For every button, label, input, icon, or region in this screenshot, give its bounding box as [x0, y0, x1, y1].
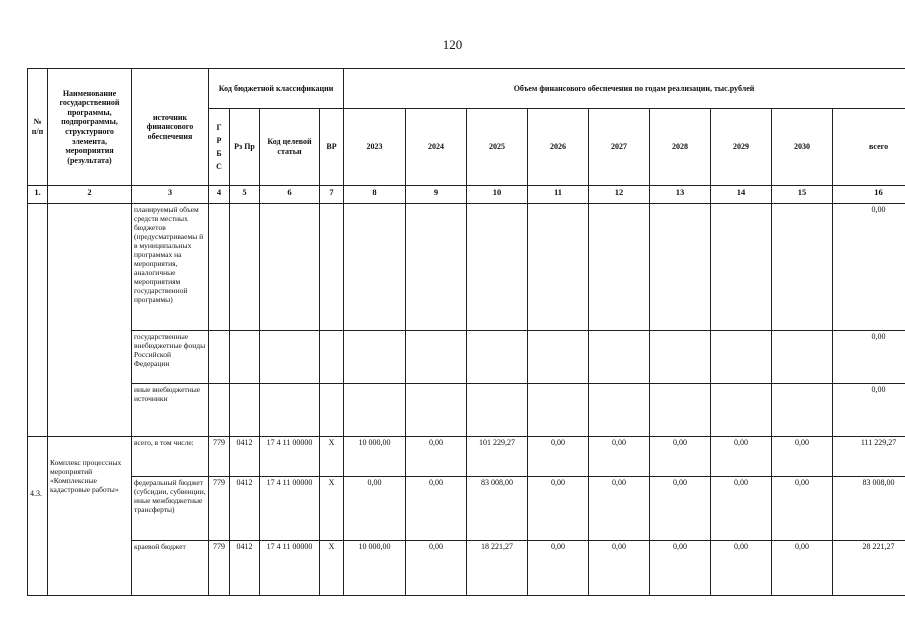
rzpr-cell: 0412	[230, 541, 260, 596]
grbs-cell: 779	[209, 437, 230, 477]
vr-cell: Х	[320, 477, 344, 541]
value-2028: 0,00	[650, 541, 711, 596]
num-cell-empty	[28, 204, 48, 437]
header-grbs: Г Р Б С	[209, 109, 230, 186]
header-year-2030: 2030	[772, 109, 833, 186]
column-number: 12	[589, 186, 650, 204]
total-cell: 28 221,27	[833, 541, 905, 596]
value-2023: 10 000,00	[344, 437, 406, 477]
column-number: 11	[528, 186, 589, 204]
column-number: 9	[406, 186, 467, 204]
grbs-cell: 779	[209, 541, 230, 596]
value-2025: 101 229,27	[467, 437, 528, 477]
column-number: 6	[260, 186, 320, 204]
value-2029: 0,00	[711, 437, 772, 477]
csr-cell: 17 4 11 00000	[260, 477, 320, 541]
column-number: 14	[711, 186, 772, 204]
total-cell: 0,00	[833, 204, 905, 331]
value-2023: 10 000,00	[344, 541, 406, 596]
total-cell: 83 008,00	[833, 477, 905, 541]
column-number: 5	[230, 186, 260, 204]
value-2023: 0,00	[344, 477, 406, 541]
source-cell: всего, в том числе:	[132, 437, 209, 477]
header-num: № п/п	[28, 69, 48, 186]
source-cell: иные внебюджетные источники	[132, 384, 209, 437]
column-number: 8	[344, 186, 406, 204]
table-row	[28, 477, 905, 541]
value-2024: 0,00	[406, 437, 467, 477]
table-row	[28, 437, 905, 477]
source-cell: федеральный бюджет (субсидии, субвенции, иные межбюджетные трансферты)	[132, 477, 209, 541]
header-year-2027: 2027	[589, 109, 650, 186]
source-cell: краевой бюджет	[132, 541, 209, 596]
value-2027: 0,00	[589, 541, 650, 596]
item-number: 4.3.	[28, 437, 48, 596]
value-2030: 0,00	[772, 541, 833, 596]
value-2025: 83 008,00	[467, 477, 528, 541]
header-year-2028: 2028	[650, 109, 711, 186]
header-year-2026: 2026	[528, 109, 589, 186]
item-name: Комплекс процессных мероприятий «Комплексные кадастровые работы»	[48, 437, 132, 596]
total-cell: 111 229,27	[833, 437, 905, 477]
vr-cell: Х	[320, 437, 344, 477]
column-number: 7	[320, 186, 344, 204]
header-vr: ВР	[320, 109, 344, 186]
value-2026: 0,00	[528, 437, 589, 477]
column-number: 2	[48, 186, 132, 204]
column-number: 16	[833, 186, 905, 204]
header-year-2025: 2025	[467, 109, 528, 186]
header-funding-group: Объем финансового обеспечения по годам реализации, тыс.рублей	[344, 69, 905, 109]
grbs-cell: 779	[209, 477, 230, 541]
header-name: Наименование государственной программы, подпрограммы, структурного элемента, мероприятия (результата)	[48, 69, 132, 186]
column-number: 4	[209, 186, 230, 204]
funding-table	[27, 68, 905, 596]
source-cell: государственные внебюджетные фонды Российской Федерации	[132, 331, 209, 384]
table-row	[28, 541, 905, 596]
value-2028: 0,00	[650, 437, 711, 477]
value-2028: 0,00	[650, 477, 711, 541]
rzpr-cell: 0412	[230, 477, 260, 541]
value-2029: 0,00	[711, 477, 772, 541]
vr-cell: Х	[320, 541, 344, 596]
column-number: 15	[772, 186, 833, 204]
value-2027: 0,00	[589, 477, 650, 541]
header-year-2023: 2023	[344, 109, 406, 186]
value-2024: 0,00	[406, 541, 467, 596]
table-row	[28, 331, 905, 384]
header-csr: Код целевой статьи	[260, 109, 320, 186]
header-source: источник финансового обеспечения	[132, 69, 209, 186]
column-number: 3	[132, 186, 209, 204]
column-number: 10	[467, 186, 528, 204]
value-2030: 0,00	[772, 477, 833, 541]
value-2026: 0,00	[528, 477, 589, 541]
header-rzpr: Рз Пр	[230, 109, 260, 186]
csr-cell: 17 4 11 00000	[260, 541, 320, 596]
total-cell: 0,00	[833, 331, 905, 384]
table-row	[28, 384, 905, 437]
column-number: 13	[650, 186, 711, 204]
value-2025: 18 221,27	[467, 541, 528, 596]
total-cell: 0,00	[833, 384, 905, 437]
column-number: 1.	[28, 186, 48, 204]
column-number-row	[28, 186, 905, 204]
value-2029: 0,00	[711, 541, 772, 596]
page-number: 120	[442, 37, 463, 52]
value-2024: 0,00	[406, 477, 467, 541]
header-total: всего	[833, 109, 905, 186]
name-cell-empty	[48, 204, 132, 437]
source-cell: планируемый объем средств местных бюджетов (предусматриваемы й в муниципальных программах на мероприятия, аналогичные мероприятиям государственной программы)	[132, 204, 209, 331]
table-row	[28, 204, 905, 331]
value-2026: 0,00	[528, 541, 589, 596]
value-2027: 0,00	[589, 437, 650, 477]
value-2030: 0,00	[772, 437, 833, 477]
header-code-group: Код бюджетной классификации	[209, 69, 344, 109]
header-year-2029: 2029	[711, 109, 772, 186]
csr-cell: 17 4 11 00000	[260, 437, 320, 477]
header-year-2024: 2024	[406, 109, 467, 186]
rzpr-cell: 0412	[230, 437, 260, 477]
